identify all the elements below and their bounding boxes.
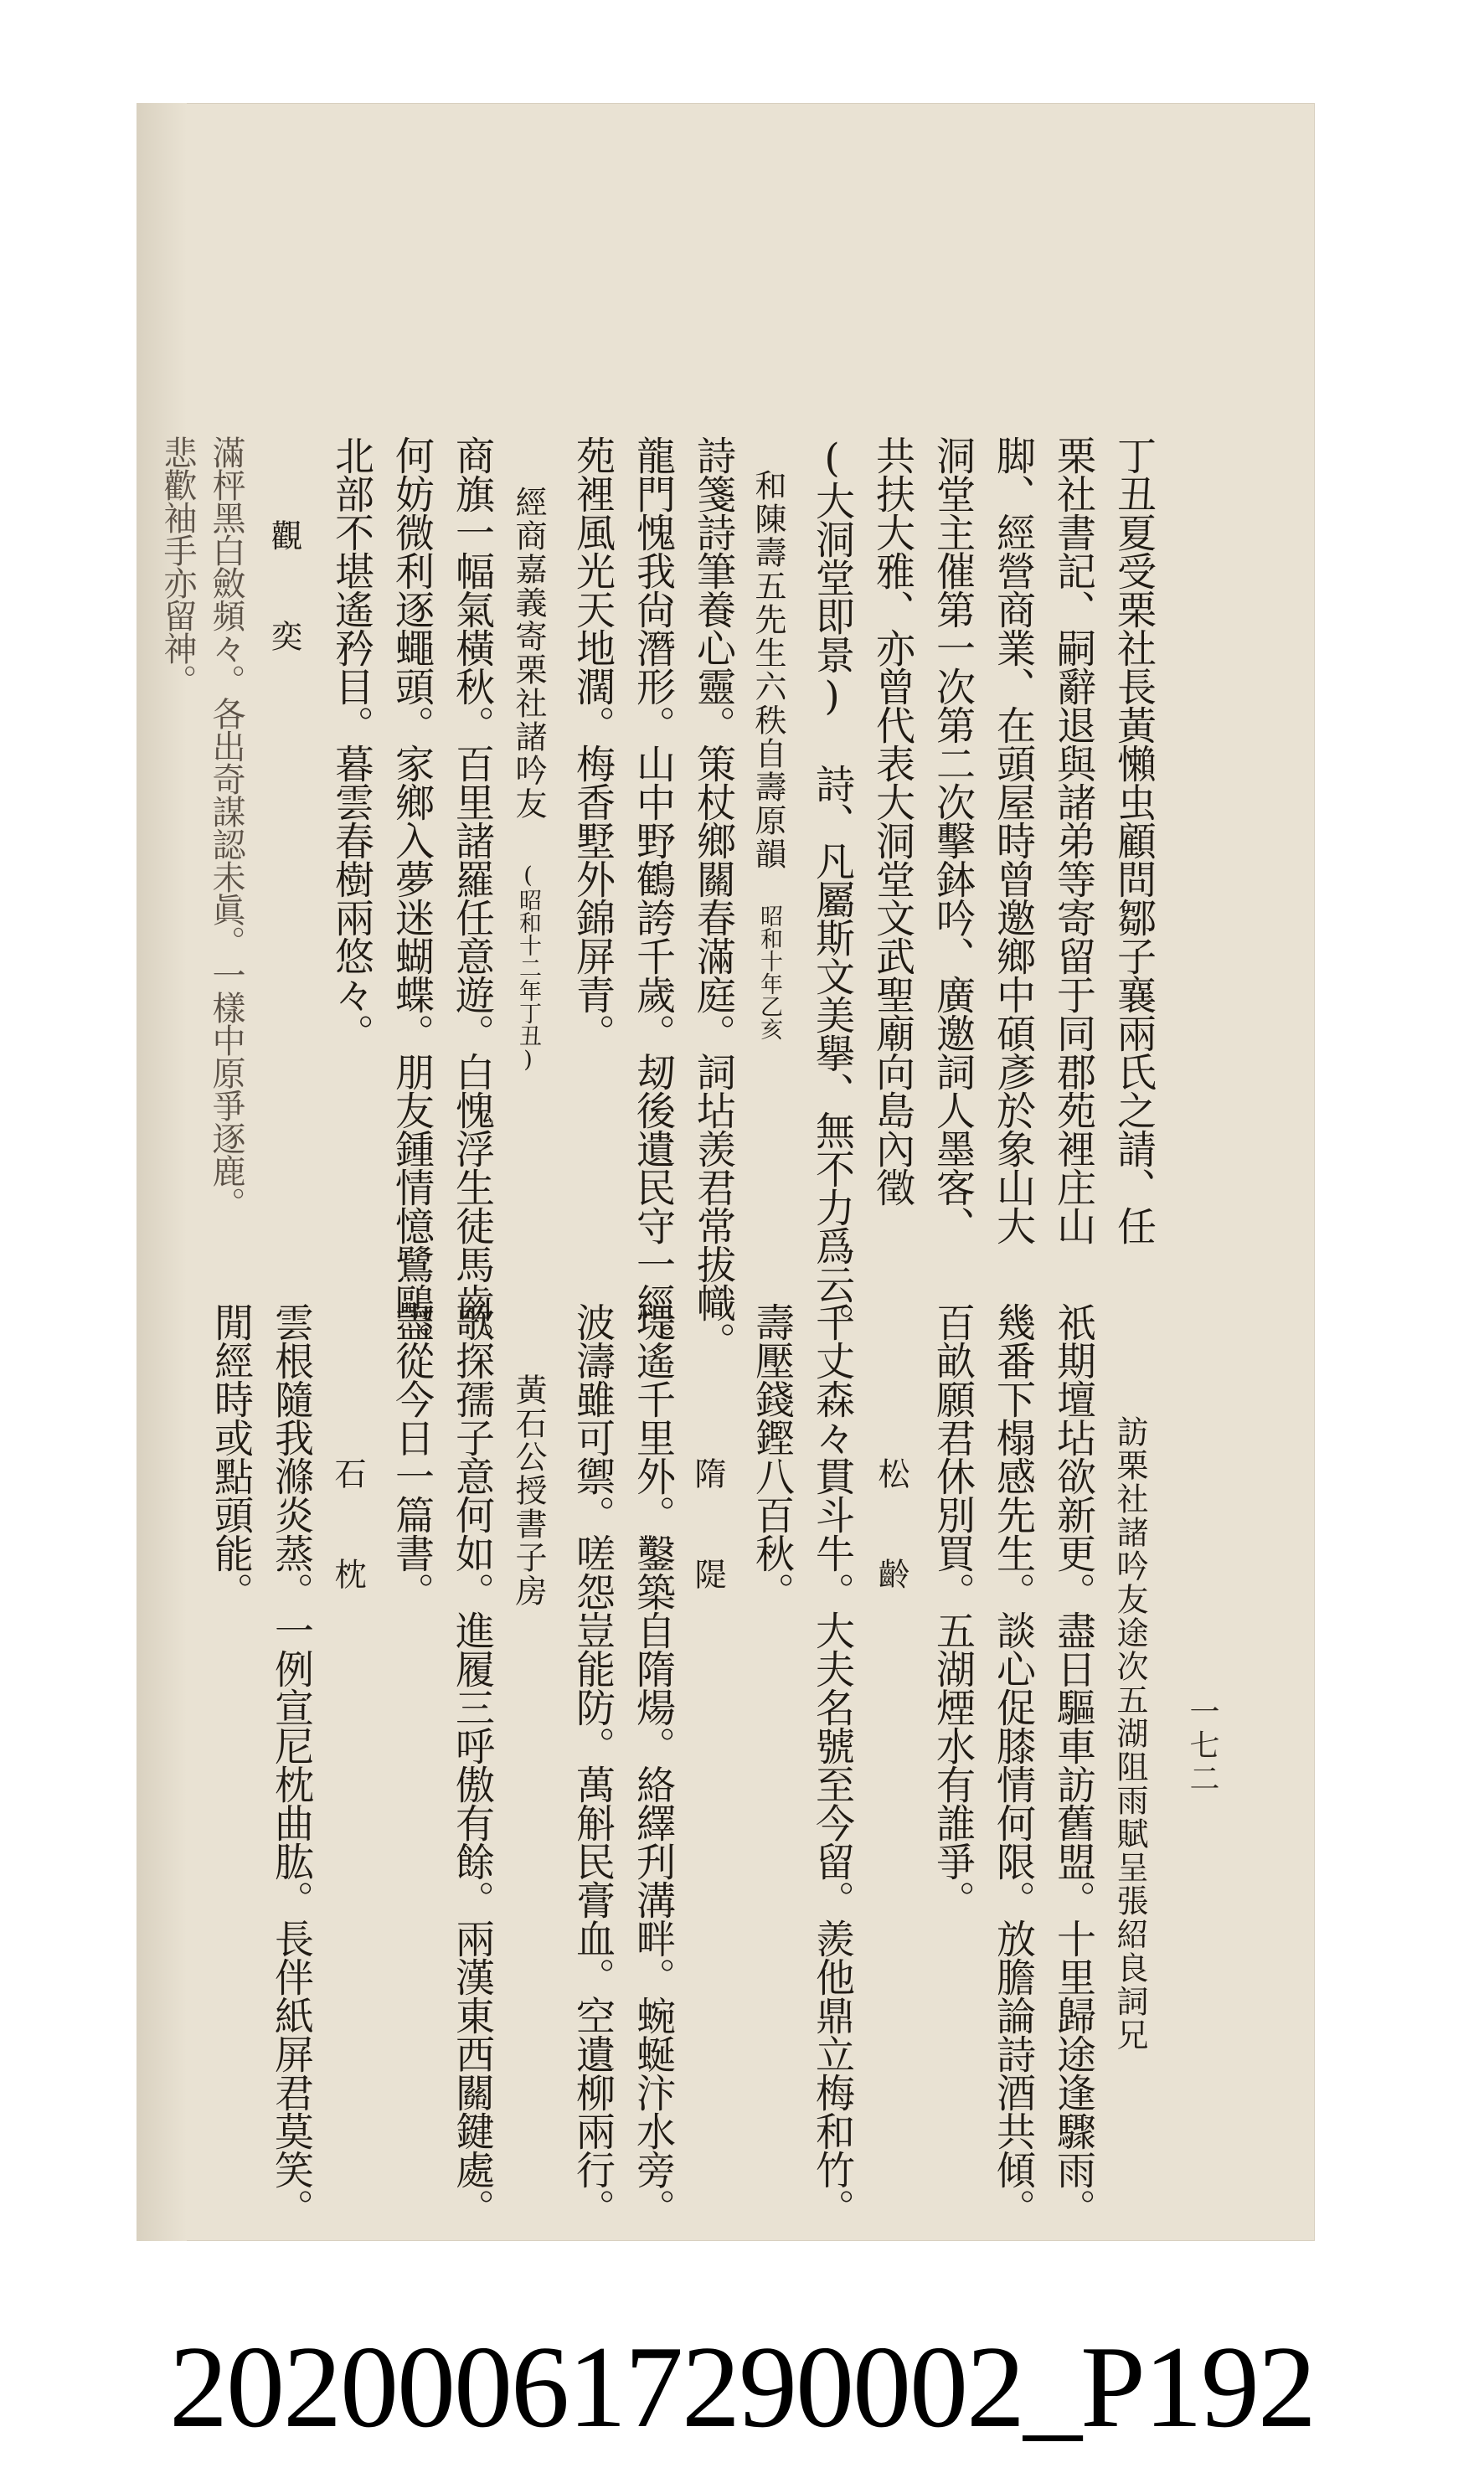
poem3-line-1: 滿枰黑白斂頻々。各出奇謀認未眞。一樣中原爭逐鹿。	[207, 435, 245, 1219]
poem2-line-2: 何妨微利逐蠅頭。家鄉入夢迷蝴蝶。朋友鍾情憶鷺鷗。	[389, 435, 435, 1360]
page-number: 一七二	[1185, 1696, 1219, 1796]
poem1-line-2: 龍門愧我尙潛形。山中野鶴誇千歲。刼後遺民守一經。	[630, 435, 676, 1360]
poem3-title: 觀 奕	[265, 519, 302, 653]
sui-embankment-title: 隋 隄	[689, 1457, 726, 1591]
poem1-line-1: 詩箋詩筆養心靈。策杖鄉關春滿庭。詞坫羡君常拔幟。	[690, 435, 736, 1360]
stone-pillow-line-1: 雲根隨我滌炎蒸。一例宣尼枕曲肱。長伴紙屏君莫笑。	[268, 1302, 314, 2227]
poem3-line-2: 悲歡袖手亦留神。	[158, 435, 197, 697]
huangshigong-title: 黃石公授書子房	[510, 1373, 547, 1608]
lower-right-title: 訪栗社諸吟友途次五湖阻雨賦呈張紹良詞兄	[1111, 1415, 1148, 2052]
pine-poem-title: 松 齡	[873, 1457, 909, 1591]
page-spine-shadow	[137, 103, 187, 2241]
upper-line-5: 共扶大雅、亦曾代表大洞堂文武聖廟向島內徵	[869, 435, 915, 1206]
huangshigong-line-2: 盡從今日一篇書。	[389, 1302, 435, 1610]
poem2-date-note: (昭和十二年丁丑)	[515, 863, 541, 1073]
upper-line-6: (大洞堂即景) 詩、凡屬斯文美擧、無不力爲云。	[809, 435, 855, 1342]
upper-line-4: 洞堂主催第一次第二次擊鉢吟、廣邀詞人墨客、	[930, 435, 976, 1244]
pine-poem-line-2: 壽壓錢鏗八百秋。	[749, 1302, 795, 1610]
upper-line-1: 丁丑夏受栗社長黃懶虫顧問鄒子襄兩氏之請、任	[1110, 435, 1157, 1244]
stone-pillow-line-2: 閒經時或點頭能。	[208, 1302, 254, 1610]
stone-pillow-title: 石 枕	[329, 1457, 366, 1591]
sui-embankment-line-1: 堤遙千里外。鑿築自隋煬。絡繹刋溝畔。蜿蜒汴水旁。	[630, 1302, 676, 2227]
sui-embankment-line-2: 波濤雖可禦。嗟怨豈能防。萬斛民膏血。空遺柳兩行。	[569, 1302, 616, 2227]
lower-right-line-1: 祇期壇坫欲新更。盡日驅車訪舊盟。十里歸途逢驟雨。	[1050, 1302, 1096, 2227]
poem1-title: 和陳壽五先生六秩自壽原韻	[750, 469, 786, 871]
pine-poem-line-1: 千丈森々貫斗牛。大夫名號至今留。羨他鼎立梅和竹。	[809, 1302, 855, 2227]
image-caption: 20200061729000​2_P192	[169, 2322, 1315, 2452]
lower-right-line-3: 百畝願君休別買。五湖煙水有誰爭。	[930, 1302, 976, 1919]
poem1-date-note: 昭和十年乙亥	[756, 904, 782, 1040]
huangshigong-line-1: 歌探孺子意何如。進履三呼傲有餘。兩漢東西關鍵處。	[449, 1302, 495, 2227]
upper-line-2: 栗社書記、嗣辭退與諸弟等寄留于同郡苑裡庄山	[1050, 435, 1096, 1244]
poem2-title: 經商嘉義寄栗社諸吟友	[510, 486, 547, 821]
upper-line-3: 脚、經營商業、在頭屋時曾邀鄉中碩彥於象山大	[990, 435, 1036, 1244]
lower-right-line-2: 幾番下榻感先生。談心促膝情何限。放膽論詩酒共傾。	[990, 1302, 1036, 2227]
poem2-line-3: 北部不堪遙矜目。暮雲春樹兩悠々。	[328, 435, 374, 1052]
poem2-line-1: 商旗一幅氣橫秋。百里諸羅任意遊。白愧浮生徒馬齒。	[449, 435, 495, 1360]
poem1-line-3: 苑裡風光天地濶。梅香墅外錦屏青。	[569, 435, 616, 1052]
